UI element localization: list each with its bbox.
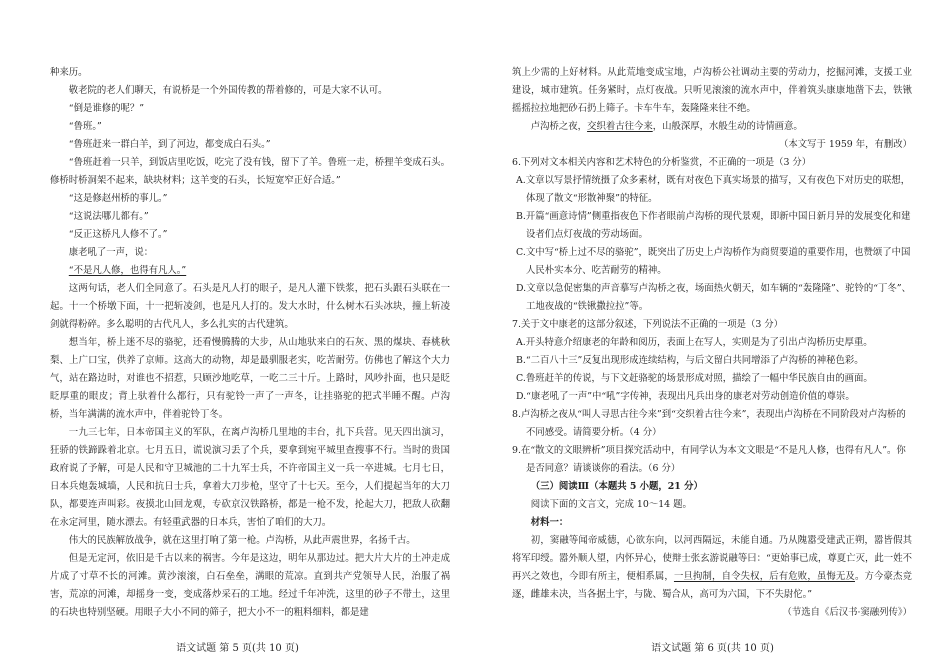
question-option: B.“二百八十三”反复出现形成连续结构，与后文留白共同增添了卢沟桥的神秘色彩。 xyxy=(516,355,864,366)
passage-paragraph: 康老吼了一声，说： xyxy=(68,247,154,258)
underlined-text: “不是凡人修，也得有凡人。” xyxy=(68,265,187,276)
passage-paragraph: “鲁班赶着一只羊，到饭店里吃饭，吃完了没有钱，留下了羊。鲁班一走，桥狸羊变成石头。修桥时桥洞架不起来，缺块材料；这羊变的石头，长短宽窄正好合适。” xyxy=(50,157,450,186)
question-option: C.鲁班赶羊的传说，与下文赶骆驼的场景形成对照，描绘了一幅中华民族自由的画面。 xyxy=(516,373,873,384)
question-option: A.文章以写景抒情统摄了众多素材，既有对夜色下真实场景的描写，又有夜色下对历史的联想，体现了散文“形散神聚”的特征。 xyxy=(516,175,911,204)
page-footer-right: 语文试题 第 6 页(共 10 页) xyxy=(651,643,774,654)
question-option: D.“康老吼了一声”中“吼”字传神，表现出凡兵出身的康老对劳动创造价值的尊崇。 xyxy=(516,391,855,402)
passage-paragraph: 这两句话，老人们全同意了。石头是凡人打的眼子，是凡人灌下铁浆，把石头跟石头联在一起。十一个桥墩下面，十一把斩凌剑，也是凡人打的。发大水时，什么树木石头冰块，撞上斩凌剑就得粉碎。多么聪明的古代凡人，多么扎实的古代建筑。 xyxy=(50,283,450,330)
passage-paragraph: 但是无定河，依旧是千古以来的祸害。今年是这边，明年从那边过。把大片大片的土冲走成片成了寸草不长的河滩。黄沙滚滚，白石垒垒，满眼的荒凉。直到共产党领导人民，治服了祸害，荒凉的河滩，却摇身一变，变成落炒采石的工地。经过千年冲洗，这里的砂子不带土，这里的石块也特别坚硬。用眼子大小不同的筛子，把大小不一的粗料细料，都是建 xyxy=(50,553,450,618)
passage-paragraph: “这说法哪儿都有。” xyxy=(68,211,149,222)
passage-paragraph xyxy=(50,262,450,280)
page-footer-left: 语文试题 第 5 页(共 10 页) xyxy=(176,643,299,654)
question-stem: 9.在“散文的文眼辨析”项目探究活动中，有同学认为本文文眼是“不是凡人修，也得有凡人”。你是否同意？请谈谈你的看法。（6 分） xyxy=(512,445,906,474)
passage-paragraph: （本文写于 1959 年，有删改） xyxy=(779,139,912,150)
left-column xyxy=(50,64,450,622)
right-page xyxy=(475,0,950,672)
passage-paragraph: 想当年，桥上迷不尽的骆驼，还看慢腾腾的大步，从山地驮来白的石灰、黑的煤块、春桃秋梨、上广口宝，供养了京师。这高大的动物，却是最驯服老实，吃苦耐劳。仿佛也了解这个大力气，站在路边时，对谁也不招惹，只顾沙地吃草，一吃二三十斤。上路时，风吵扑面，也只是眨眨厚重的眼皮；背上驮着什么都行，只有驼铃一声了一声冬，让挂骆驼的把式半睡不醒。卢沟桥，当年满满的流水声中，伴着驼铃丁冬。 xyxy=(50,337,450,420)
section-instruction: 阅读下面的文言文，完成 10～14 题。 xyxy=(530,499,692,510)
passage-paragraph: “这是修赵州桥的事儿。” xyxy=(68,193,168,204)
question-option: A.开头特意介绍康老的年龄和阅历，表面上在写人，实则是为了引出卢沟桥历史厚重。 xyxy=(516,337,873,348)
question-option: D.文章以急促密集的声音摹写卢沟桥之夜，场面热火朝天，如车辆的“轰隆隆”、驼铃的“丁冬”、工地夜战的“铁锹撒拉拉”等。 xyxy=(516,283,911,312)
underlined-text: 一旦拘制，自令失权，后有危败，虽悔无及 xyxy=(673,571,855,582)
passage-paragraph: 种来历。 xyxy=(50,67,88,78)
passage-paragraph: 卢沟桥之夜，交织着古往今来，山般深厚，水般生动的诗情画意。 xyxy=(530,121,803,132)
passage-paragraph: “鲁班赶来一群白羊，到了河边，都变成白石头。” xyxy=(68,139,271,150)
source-note: （节选自《后汉书·窦融列传》） xyxy=(782,607,912,618)
right-column xyxy=(512,64,912,622)
question-stem: 8.卢沟桥之夜从“叫人寻思古往今来”到“交织着古往今来”，表现出卢沟桥在不同阶段对卢沟桥的不同感受。请简要分析。（4 分） xyxy=(512,409,906,438)
question-stem: 6.下列对文本相关内容和艺术特色的分析鉴赏，不正确的一项是（3 分） xyxy=(512,157,812,168)
section-title: （三）阅读Ⅲ（本题共 5 小题，21 分） xyxy=(530,481,703,492)
passage-paragraph: “反正这桥凡人修不了。” xyxy=(68,229,168,240)
passage-paragraph: “鲁班。” xyxy=(68,121,102,132)
passage-paragraph: 一九三七年，日本帝国主义的军队，在离卢沟桥几里地的丰台，扎下兵营。见天四出演习，狂骄的铁蹄跺着北京。七月五日，谎说演习丢了个兵，要拿到宛平城里查搜事不行。当时的贵国政府说了予解，可是人民和守卫城池的二十九军士兵，不许帝国主义一兵一卒进城。七月七日，日本兵炮轰城墙，人民和抗日士兵，拿着大刀步枪，坚守了十七天。至今，人们提起当年的大刀队，都要连声叫彩。夜摸北山回龙观，专砍京汉铁路桥，都是一枪不发，抡起大刀，把敌人砍翻在永定河里，随水漂去。有轻重武器的日本兵，害怕了咱们的大刀。 xyxy=(50,427,450,528)
passage-paragraph: “倒是谁修的呢？” xyxy=(68,103,145,114)
material-label: 材料一： xyxy=(530,517,569,528)
passage-paragraph: 筑上少需的上好材料。从此荒地变成宝地，卢沟桥公社调动主要的劳动力，挖掘河滩，支援工业建设，城市建筑。任务紧时，点灯夜战。只听见滚滚的流水声中，伴着筑头康康地凿下去，铁锹摇摇拉拉地把砂石扔上筛子。卡车牛车，轰隆隆来往不绝。 xyxy=(512,67,912,114)
question-option: B.开篇“画意诗情”侧重指夜色下作者眼前卢沟桥的现代景观，即新中国日新月异的发展变化和建设者们点灯夜战的劳动场面。 xyxy=(516,211,911,240)
underlined-text: 交织着古往今来 xyxy=(587,121,653,132)
passage-paragraph: 敬老院的老人们聊天，有说桥是一个外国传教的帮着修的，可是大家不认可。 xyxy=(68,85,388,96)
passage-paragraph: 伟大的民族解放战争，就在这里打响了第一枪。卢沟桥，从此声震世界，名扬千古。 xyxy=(68,535,416,546)
question-option: C.文中写“桥上过不尽的骆驼”，既突出了历史上卢沟桥作为商贸要道的重要作用，也赞颂了中国人民朴实本分、吃苦耐劳的精神。 xyxy=(516,247,911,276)
classical-text: 初，窦融等闻帝威德，心欲东向，以河西隔远，未能自通。乃从隗嚣受建武正朔，嚣皆假其将军印绶。嚣外顺人望，内怀异心，使辩士张玄游说融等曰：“更始事已成，尊夏亡灭，此一姓不再兴之效也，今即有所主，便相系属，一旦拘制，自令失权，后有危败，虽悔无及。方今豪杰竞逐，雌雄未决，当各据土宇，与陇、蜀合从，高可为六国，下不失尉佗。” xyxy=(512,535,912,600)
question-stem: 7.关于文中康老的这部分叙述，下列说法不正确的一项是（3 分） xyxy=(512,319,784,330)
